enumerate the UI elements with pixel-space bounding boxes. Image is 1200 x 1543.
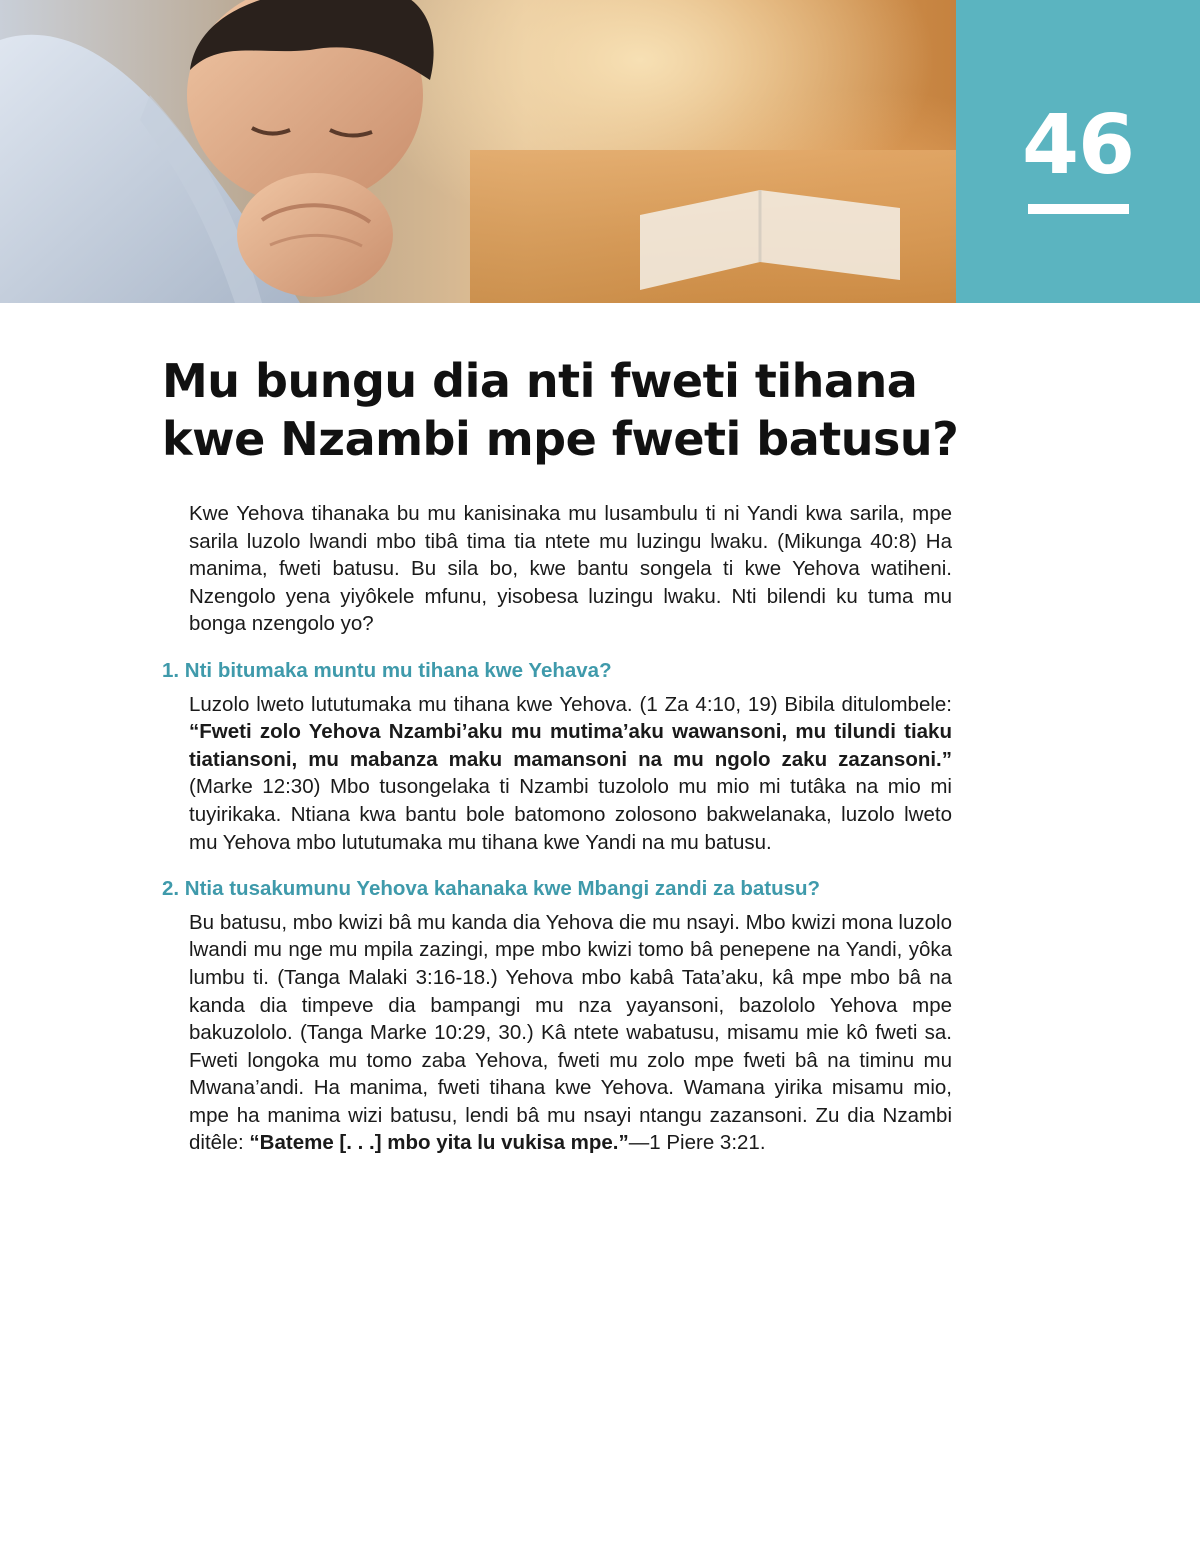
section-1-question: 1. Nti bitumaka muntu mu tihana kwe Yehava? (162, 658, 612, 682)
section-2-question: 2. Ntia tusakumunu Yehova kahanaka kwe Mbangi zandi za batusu? (162, 877, 821, 901)
page-title-line-2: kwe Nzambi mpe fweti batusu? (162, 412, 959, 466)
intro-paragraph: Kwe Yehova tihanaka bu mu kanisinaka mu lusambulu ti ni Yandi kwa sarila, mpe sarila luzolo lwandi mbo tibâ tima tia ntete mu luzingu lwaku. (Mikunga 40:8) Ha manima, fweti batusu. Bu sila bo, kwe bantu songela ti kwe Yehova watiheni. Nzengolo yena yiyôkele mfunu, yisobesa luzingu lwaku. Nti bilendi ku tuma mu bonga nzengolo yo? (189, 502, 952, 636)
praying-man-illustration (0, 0, 956, 303)
section-1-text-before: Luzolo lweto lututumaka mu tihana kwe Yehova. (1 Za 4:10, 19) Bibila ditulombele: (189, 692, 952, 716)
chapter-badge (956, 0, 1200, 303)
chapter-underline (1028, 204, 1129, 214)
header-photo (0, 0, 956, 303)
section-1 (162, 657, 952, 856)
page-title (162, 352, 982, 468)
section-1-paragraph (189, 691, 952, 857)
section-2-paragraph (189, 909, 952, 1157)
section-1-scripture-quote: “Fweti zolo Yehova Nzambi’aku mu mutima’aku wawansoni, mu tilundi tiaku tiatiansoni, mu mabanza maku mamansoni na mu ngolo zaku zazansoni.” (189, 720, 952, 771)
section-2 (162, 875, 952, 1157)
page-title-line-1: Mu bungu dia nti fweti tihana (162, 354, 918, 408)
section-2-text-before: Bu batusu, mbo kwizi bâ mu kanda dia Yehova die mu nsayi. Mbo kwizi mona luzolo lwandi mu nge mu mpila zazingi, mpe mbo kwizi tomo bâ penepene na Yandi, yôka lumbu ti. (Tanga Malaki 3:16-18.) Yehova mbo kabâ Tata’aku, kâ mpe mbo bâ na kanda dia timpeve dia bampangi mu nza yayansoni, bazololo Yehova mpe bakuzololo. (Tanga Marke 10:29, 30.) Kâ ntete wabatusu, misamu mie kô fweti sa. Fweti longoka mu tomo zaba Yehova, fweti mu zolo mpe fweti bâ na timinu mu Mwana’andi. Ha manima, fweti tihana kwe Yehova. Wamana yirika misamu mio, mpe ha manima wizi batusu, lendi bâ mu nsayi ntangu zazansoni. Zu dia Nzambi ditêle: (189, 910, 952, 1155)
article-body (162, 500, 952, 1157)
section-2-text-after: —1 Piere 3:21. (628, 1131, 766, 1155)
chapter-number: 46 (1021, 98, 1135, 193)
section-2-scripture-quote: “Bateme [. . .] mbo yita lu vukisa mpe.” (249, 1131, 629, 1155)
section-1-text-after: (Marke 12:30) Mbo tusongelaka ti Nzambi tuzololo mu mio mi tutâka na mio mi tuyirikaka. Ntiana kwa bantu bole batomono zolosono bakwelanaka, luzolo lweto mu Yehova mbo lututumaka mu tihana kwe Yandi na mu batusu. (189, 775, 952, 854)
